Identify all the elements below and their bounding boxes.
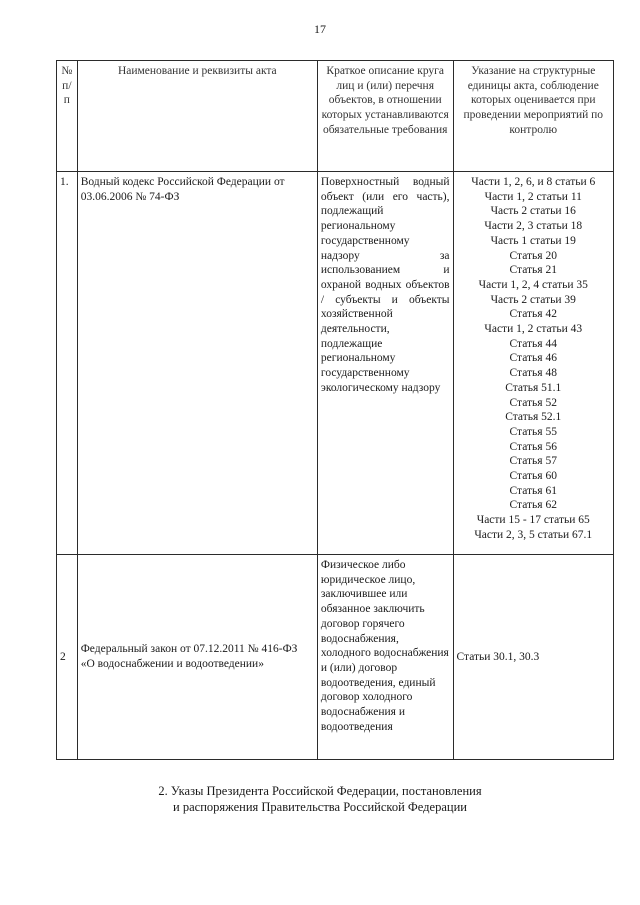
table-row xyxy=(57,555,614,760)
section-heading xyxy=(0,783,640,815)
section-heading-line: и распоряжения Правительства Российской Федерации xyxy=(173,800,467,814)
structural-unit: Части 15 - 17 статьи 65 xyxy=(476,514,590,527)
structural-unit: Части 2, 3 статьи 18 xyxy=(484,220,583,233)
structural-unit: Части 1, 2, 6, и 8 статьи 6 xyxy=(471,176,596,188)
structural-unit: Статья 52.1 xyxy=(505,411,562,424)
header-num: № п/п xyxy=(57,61,78,172)
structural-units-text: Статьи 30.1, 30.3 xyxy=(453,555,613,760)
structural-unit: Части 1, 2 статьи 11 xyxy=(484,190,582,203)
structural-units-list xyxy=(453,172,613,555)
header-structural-units: Указание на структурные единицы акта, соблюдение которых оценивается при проведении мероприятий по контролю xyxy=(453,61,613,172)
section-heading-line: 2. Указы Президента Российской Федерации, постановления xyxy=(158,784,482,798)
structural-unit: Статья 51.1 xyxy=(505,381,562,394)
page-number: 17 xyxy=(314,22,326,36)
structural-unit: Часть 1 статьи 19 xyxy=(490,234,576,247)
act-description: Физическое либо юридическое лицо, заключившее или обязанное заключить договор горячего водоснабжения, холодного водоснабжения и (или) договор водоотведения, единый договор холодного водоснабжения и водоотведения xyxy=(317,555,453,760)
structural-unit: Части 1, 2, 4 статьи 35 xyxy=(478,278,588,291)
structural-unit: Статья 61 xyxy=(509,484,557,497)
structural-unit: Части 2, 3, 5 статьи 67.1 xyxy=(474,528,593,541)
table-header-row xyxy=(57,61,614,172)
structural-unit: Статья 21 xyxy=(509,264,557,277)
structural-unit: Статья 42 xyxy=(509,308,557,321)
structural-unit: Статья 48 xyxy=(509,367,557,380)
structural-unit: Статья 56 xyxy=(509,440,557,453)
row-number: 1. xyxy=(57,172,78,555)
structural-unit: Статья 55 xyxy=(509,425,557,438)
structural-unit: Статья 20 xyxy=(509,249,557,262)
structural-unit: Статья 57 xyxy=(509,455,557,468)
act-description: Поверхностный водный объект (или его часть), подлежащий региональному государственному надзору за использованием и охраной водных объектов / субъекты и объекты хозяйственной деятельности, подлежащие региональному государственному экологическому надзору xyxy=(317,172,453,555)
act-name: Федеральный закон от 07.12.2011 № 416-ФЗ «О водоснабжении и водоотведении» xyxy=(77,555,317,760)
header-description: Краткое описание круга лиц и (или) перечня объектов, в отношении которых устанавливаются обязательные требования xyxy=(317,61,453,172)
structural-unit: Статья 52 xyxy=(509,396,557,409)
table-row xyxy=(57,172,614,555)
act-name: Водный кодекс Российской Федерации от 03.06.2006 № 74-ФЗ xyxy=(77,172,317,555)
structural-unit: Статья 62 xyxy=(509,499,557,512)
requirements-table xyxy=(56,60,614,760)
structural-unit: Часть 2 статьи 39 xyxy=(490,293,576,306)
structural-unit: Части 1, 2 статьи 43 xyxy=(484,323,583,336)
row-number: 2 xyxy=(57,555,78,760)
structural-unit: Статья 46 xyxy=(509,352,557,365)
structural-unit: Часть 2 статьи 16 xyxy=(490,205,576,218)
structural-unit: Статья 60 xyxy=(509,470,557,483)
header-act: Наименование и реквизиты акта xyxy=(77,61,317,172)
structural-unit: Статья 44 xyxy=(509,337,557,350)
